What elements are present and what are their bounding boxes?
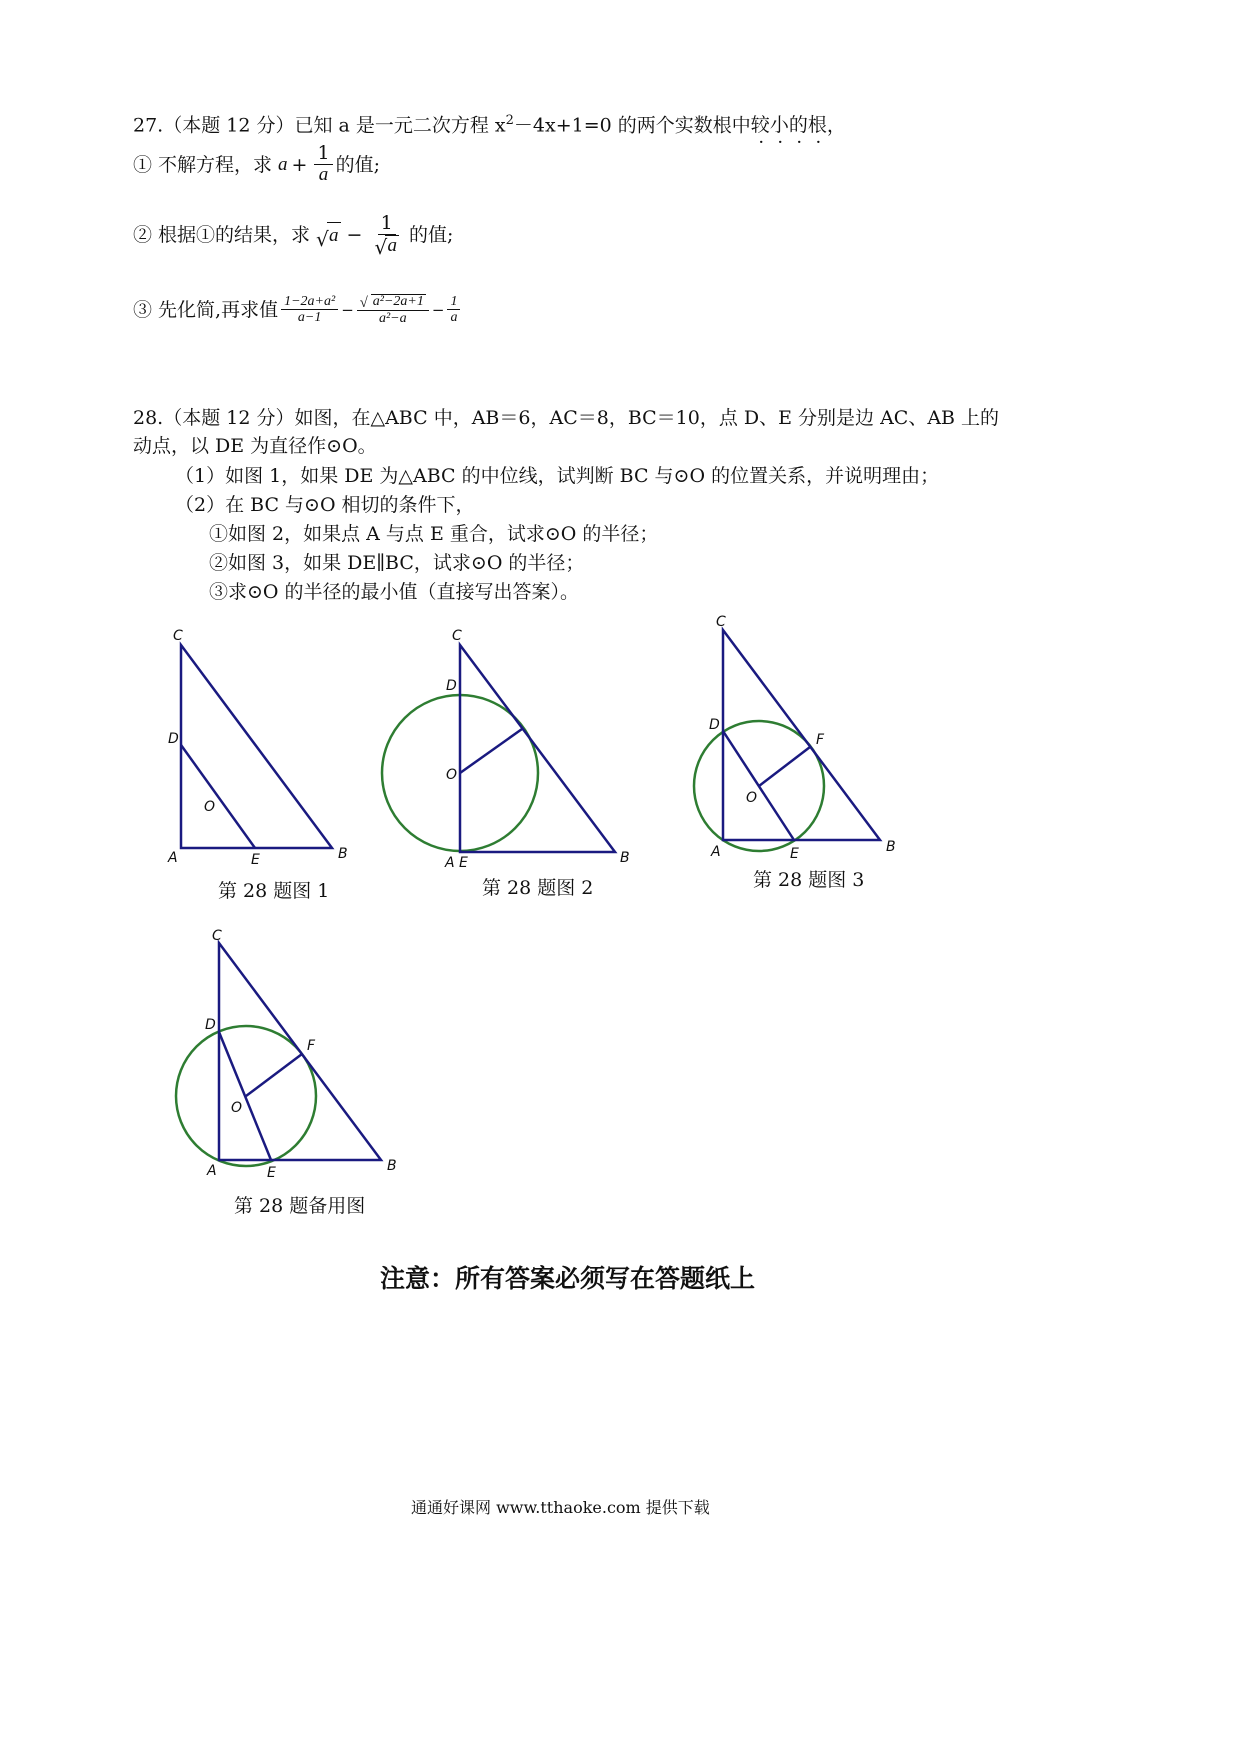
caption-figure-3: 第 28 题图 3 (753, 869, 865, 891)
label-o: O (746, 790, 758, 806)
q28-sub2c: ③求⊙O 的半径的最小值（直接写出答案）。 (209, 581, 580, 603)
radius-of (460, 729, 522, 773)
label-a: A (207, 1163, 217, 1179)
q28-line2: 动点，以 DE 为直径作⊙O。 (133, 435, 377, 457)
label-b: B (886, 839, 896, 855)
triangle-abc (181, 645, 332, 848)
label-a: A (711, 844, 721, 860)
segment-de (181, 745, 255, 848)
q28-line1: 28.（本题 12 分）如图，在△ABC 中，AB＝6，AC＝8，BC＝10，点 D、E 分别是边 AC、AB 上的 (133, 407, 1000, 429)
figure-spare (176, 928, 397, 1181)
label-e: E (790, 846, 799, 862)
segment-de (219, 1032, 271, 1160)
label-o: O (231, 1100, 243, 1116)
label-ae: A E (445, 855, 468, 871)
caption-figure-2: 第 28 题图 2 (482, 877, 594, 899)
label-e: E (251, 852, 260, 868)
label-f: F (307, 1038, 316, 1054)
triangle-abc (219, 943, 381, 1160)
label-c: C (173, 628, 183, 644)
figure-1 (167, 628, 348, 868)
label-b: B (387, 1158, 397, 1174)
label-c: C (452, 628, 462, 644)
emphasis-char: 的 (788, 114, 808, 137)
triangle-abc (723, 630, 880, 840)
page-footer: 通通好课网 www.tthaoke.com 提供下载 (411, 1498, 710, 1517)
q28-sub2a: ①如图 2，如果点 A 与点 E 重合，试求⊙O 的半径； (209, 523, 659, 545)
label-d: D (446, 678, 457, 694)
answer-notice: 注意：所有答案必须写在答题纸上 (380, 1264, 756, 1293)
triangle-abc (460, 645, 615, 852)
label-a: A (168, 850, 178, 866)
q27-part3: ③ 先化简,再求值 $\frac{\text{1−2a+a²}}{a-1}$ − √ a²−2a+1 a²−a − $\frac{1}{a}$ (133, 294, 463, 326)
label-c: C (716, 614, 726, 630)
caption-figure-spare: 第 28 题备用图 (234, 1195, 366, 1217)
q27-header: 27.（本题 12 分）已知 a 是一元二次方程 $x^2-4x+1=0$ 的两个实数根中较小的根， (133, 113, 846, 137)
q27-part1: ① 不解方程，求 a + $\frac{1}{a}$ 的值; (133, 142, 380, 185)
radius-of (759, 747, 810, 786)
q28-sub1: （1）如图 1，如果 DE 为△ABC 的中位线，试判断 BC 与⊙O 的位置关系，并说明理由； (175, 465, 940, 487)
emphasis-char: 较 (750, 114, 770, 137)
q28-sub2b: ②如图 3，如果 DE∥BC，试求⊙O 的半径； (209, 552, 585, 574)
radius-of (246, 1054, 302, 1096)
q28-sub2: （2）在 BC 与⊙O 相切的条件下， (175, 494, 475, 516)
label-b: B (338, 846, 348, 862)
label-c: C (212, 928, 222, 944)
label-f: F (816, 732, 825, 748)
figure-2 (382, 628, 630, 871)
label-o: O (204, 799, 216, 815)
emphasis-char: 根 (807, 114, 827, 137)
emphasis-char: 小 (769, 114, 789, 137)
label-d: D (709, 717, 720, 733)
label-d: D (168, 731, 179, 747)
caption-figure-1: 第 28 题图 1 (218, 880, 330, 902)
label-b: B (620, 850, 630, 866)
q27-part2: ② 根据①的结果，求 √ a − 1 √ a 的值; (133, 212, 454, 259)
figure-3 (694, 614, 896, 862)
label-e: E (267, 1165, 276, 1181)
label-d: D (205, 1017, 216, 1033)
label-o: O (446, 767, 458, 783)
segment-de (723, 731, 794, 840)
